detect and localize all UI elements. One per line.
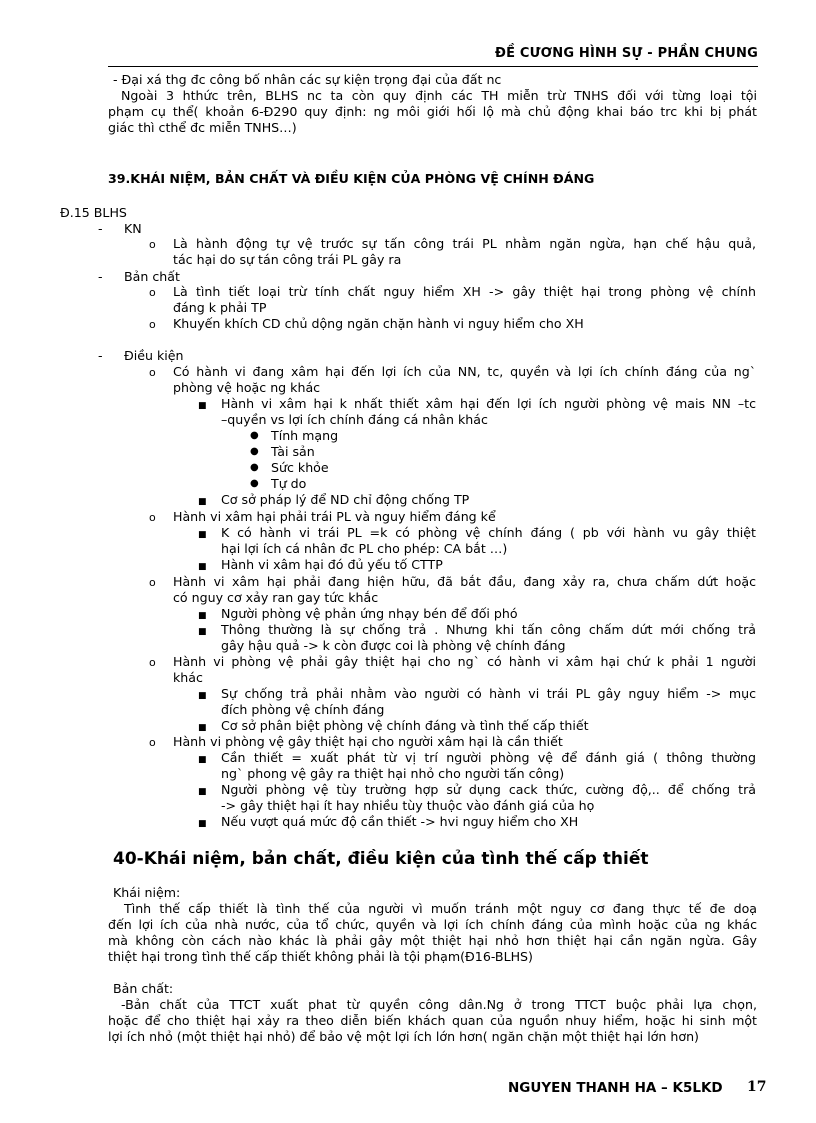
condition-subtext: đích phòng vệ chính đáng [221, 702, 385, 717]
circle-bullet-icon: o [149, 736, 156, 749]
condition-subtext: Cần thiết = xuất phát từ vị trí người phòng vệ để đánh giá ( thông thường [221, 750, 756, 765]
condition-subtext: ng` phong vệ gây ra thiệt hại nhỏ cho người tấn công) [221, 766, 565, 781]
circle-bullet-icon: o [149, 286, 156, 299]
condition-subtext: Thông thường là sự chống trả . Nhưng khi tấn công chấm dứt mới chống trả [221, 622, 756, 637]
bc-text: đáng k phải TP [173, 300, 267, 315]
condition-subtext: K có hành vi trái PL =k có phòng vệ chính đáng ( pb với hành vu gây thiệt [221, 525, 756, 540]
condition-subtext: hại lợi ích cá nhân đc PL cho phép: CA bắt …) [221, 541, 508, 556]
condition-text: Có hành vi đang xâm hại đến lợi ích của NN, tc, quyền và lợi ích chính đáng của ng` [173, 364, 756, 379]
list-item: Tính mạng [271, 428, 339, 443]
header-rule [108, 66, 758, 67]
condition-subtext: Cơ sở pháp lý để ND chỉ động chống TP [221, 492, 470, 507]
condition-text: Hành vi xâm hại phải trái PL và nguy hiểm đáng kể [173, 509, 496, 524]
condition-subtext: Sự chống trả phải nhằm vào người có hành vi trái PL gây nguy hiểm -> mục [221, 686, 756, 701]
intro-line: - Đại xá thg đc công bố nhân các sự kiện trọng đại của đất nc [113, 72, 502, 87]
bc-label: Bản chất [124, 269, 180, 284]
intro-paragraph-line: giác thì cthể đc miễn TNHS…) [108, 120, 297, 135]
bc-paragraph-line: -Bản chất của TTCT xuất phat từ quyền công dân.Ng ở trong TTCT buộc phải lựa chọn, [121, 997, 757, 1012]
bc-text: Khuyến khích CD chủ dộng ngăn chặn hành vi nguy hiểm cho XH [173, 316, 584, 331]
condition-subtext: Nếu vượt quá mức độ cần thiết -> hvi nguy hiểm cho XH [221, 814, 579, 829]
condition-subtext: Cơ sở phân biệt phòng vệ chính đáng và tình thế cấp thiết [221, 718, 589, 733]
dot-bullet-icon: ● [250, 478, 259, 489]
list-item: Tài sản [271, 444, 315, 459]
list-item: Sức khỏe [271, 460, 329, 475]
kn-paragraph-line: đến lợi ích của nhà nước, của tổ chức, quyền và lợi ích chính đáng của mình hoặc của ng khác [108, 917, 757, 932]
dot-bullet-icon: ● [250, 462, 259, 473]
kn-label: Khái niệm: [113, 885, 181, 900]
condition-text: Hành vi phòng vệ phải gây thiệt hại cho ng` có hành vi xâm hại chứ k phải 1 người [173, 654, 756, 669]
kn-paragraph-line: mà không còn cách nào khác là phải gây một thiệt hại nhỏ hơn thiệt hại cần ngăn ngừa. Gây [108, 933, 757, 948]
dot-bullet-icon: ● [250, 446, 259, 457]
dk-label: Điều kiện [124, 348, 184, 363]
square-bullet-icon: ■ [198, 723, 207, 733]
square-bullet-icon: ■ [198, 530, 207, 540]
condition-subtext: -> gây thiệt hại ít hay nhiều tùy thuộc vào đánh giá của họ [221, 798, 595, 813]
bc-label: Bản chất: [113, 981, 174, 996]
circle-bullet-icon: o [149, 511, 156, 524]
dash-bullet-icon: - [98, 221, 103, 236]
kn-label: KN [124, 221, 142, 236]
kn-text: Là hành động tự vệ trước sự tấn công trái PL nhằm ngăn ngừa, hạn chế hậu quả, [173, 236, 756, 251]
circle-bullet-icon: o [149, 366, 156, 379]
kn-paragraph-line: thiệt hại trong tình thế cấp thiết không phải là tội phạm(Đ16-BLHS) [108, 949, 533, 964]
kn-text: tác hại do sự tán công trái PL gây ra [173, 252, 402, 267]
square-bullet-icon: ■ [198, 755, 207, 765]
square-bullet-icon: ■ [198, 787, 207, 797]
circle-bullet-icon: o [149, 318, 156, 331]
intro-paragraph-line: phạm cụ thể( khoản 6-Đ290 quy định: ng môi giới hối lộ mà chủ động khai báo trc khi bị phát [108, 104, 757, 119]
intro-paragraph-line: Ngoài 3 hthức trên, BLHS nc ta còn quy định các TH miễn trừ TNHS đối với từng loại tội [121, 88, 757, 103]
condition-text: Hành vi xâm hại phải đang hiện hữu, đã bắt đầu, đang xảy ra, chưa chấm dứt hoặc [173, 574, 756, 589]
square-bullet-icon: ■ [198, 611, 207, 621]
law-reference: Đ.15 BLHS [60, 205, 127, 220]
square-bullet-icon: ■ [198, 819, 207, 829]
condition-text: phòng vệ hoặc ng khác [173, 380, 321, 395]
condition-text: Hành vi phòng vệ gây thiệt hại cho người xâm hại là cần thiết [173, 734, 563, 749]
page-header-title: ĐỀ CƯƠNG HÌNH SỰ - PHẦN CHUNG [494, 46, 758, 61]
page-number: 17 [747, 1079, 767, 1095]
circle-bullet-icon: o [149, 656, 156, 669]
condition-subtext: Người phòng vệ phản ứng nhạy bén để đối phó [221, 606, 518, 621]
condition-subtext: Hành vi xâm hại k nhất thiết xâm hại đến lợi ích người phòng vệ mais NN –tc [221, 396, 756, 411]
bc-text: Là tình tiết loại trừ tính chất nguy hiểm XH -> gây thiệt hại trong phòng vệ chính [173, 284, 756, 299]
dash-bullet-icon: - [98, 348, 103, 363]
square-bullet-icon: ■ [198, 562, 207, 572]
condition-text: khác [173, 670, 203, 685]
condition-subtext: gây hậu quả -> k còn được coi là phòng vệ chính đáng [221, 638, 566, 653]
square-bullet-icon: ■ [198, 627, 207, 637]
list-item: Tự do [271, 476, 307, 491]
section-39-heading: 39.KHÁI NIỆM, BẢN CHẤT VÀ ĐIỀU KIỆN CỦA PHÒNG VỆ CHÍNH ĐÁNG [108, 171, 595, 186]
kn-paragraph-line: Tình thế cấp thiết là tình thế của người vì muốn tránh một nguy cơ đang thực tế đe doạ [124, 901, 757, 916]
square-bullet-icon: ■ [198, 691, 207, 701]
circle-bullet-icon: o [149, 238, 156, 251]
bc-paragraph-line: hoặc để cho thiệt hại xảy ra theo diễn biến khách quan của nguồn nhuy hiểm, hoặc hi sinh một [108, 1013, 757, 1028]
circle-bullet-icon: o [149, 576, 156, 589]
condition-text: có nguy cơ xảy ran gay tức khắc [173, 590, 379, 605]
bc-paragraph-line: lợi ích nhỏ (một thiệt hại nhỏ) để bảo vệ một lợi ích lớn hơn( ngăn chặn một thiệt hại lớn hơn) [108, 1029, 699, 1044]
dash-bullet-icon: - [98, 269, 103, 284]
square-bullet-icon: ■ [198, 401, 207, 411]
condition-subtext: Người phòng vệ tùy trường hợp sử dụng cack thức, cường độ,.. để chống trả [221, 782, 756, 797]
dot-bullet-icon: ● [250, 430, 259, 441]
condition-subtext: Hành vi xâm hại đó đủ yếu tố CTTP [221, 557, 443, 572]
footer-author: NGUYEN THANH HA – K5LKD [508, 1080, 723, 1096]
condition-subtext: –quyền vs lợi ích chính đáng cá nhân khác [221, 412, 488, 427]
square-bullet-icon: ■ [198, 497, 207, 507]
section-40-heading: 40-Khái niệm, bản chất, điều kiện của tình thế cấp thiết [113, 849, 649, 869]
